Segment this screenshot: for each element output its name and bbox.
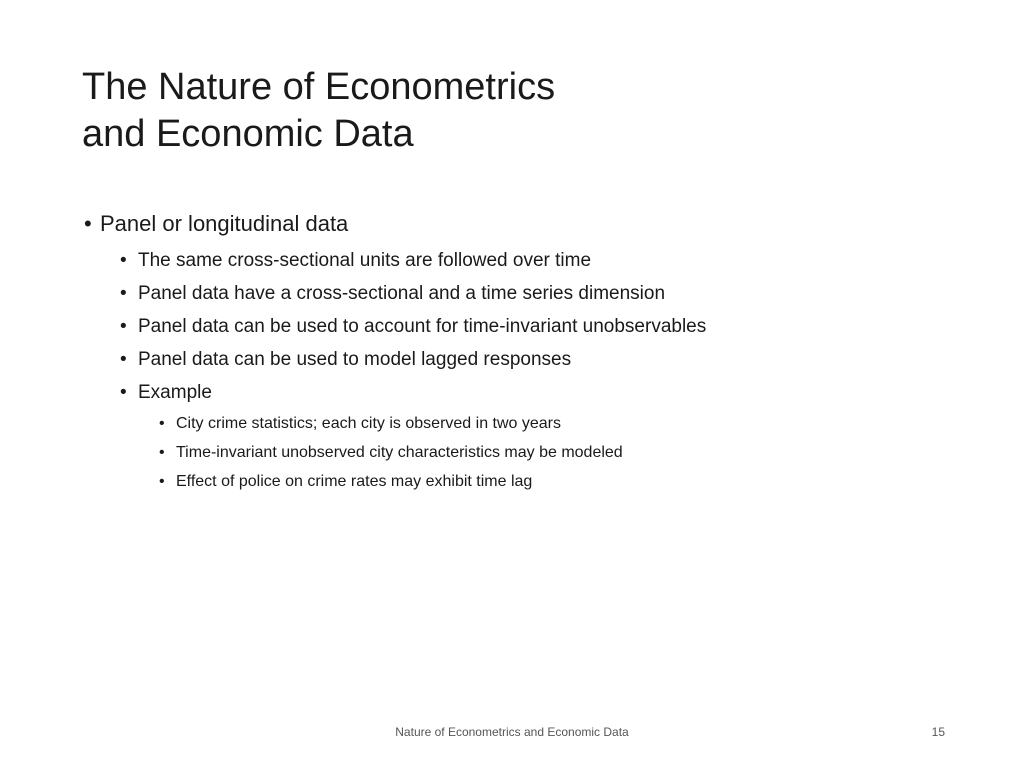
bullet-icon: • xyxy=(159,415,165,432)
page-number: 15 xyxy=(931,725,945,739)
bullet-level2 xyxy=(120,310,962,343)
bullet-icon: • xyxy=(120,250,127,271)
bullet-icon: • xyxy=(159,444,165,461)
bullet-level3 xyxy=(159,438,962,467)
bullet-icon: • xyxy=(120,349,127,370)
bullet-level2 xyxy=(120,244,962,277)
slide-body xyxy=(82,208,962,496)
slide-title-line-1: The Nature of Econometrics xyxy=(82,66,556,108)
bullet-icon: • xyxy=(120,316,127,337)
bullet-icon: • xyxy=(159,473,165,490)
slide-footer: Nature of Econometrics and Economic Data xyxy=(395,725,629,739)
bullet-level1 xyxy=(82,208,962,244)
bullet-icon: • xyxy=(120,382,127,403)
bullet-level2 xyxy=(120,277,962,310)
bullet-icon: • xyxy=(84,211,92,236)
slide-title-line-2: and Economic Data xyxy=(82,113,414,155)
bullet-level2 xyxy=(120,343,962,376)
bullet-level2 xyxy=(120,376,962,409)
bullet-level3 xyxy=(159,467,962,496)
bullet-text: Panel data have a cross-sectional and a time series dimension xyxy=(138,283,666,304)
bullet-text: Panel data can be used to account for time-invariant unobservables xyxy=(138,316,707,337)
bullet-text: Time-invariant unobserved city characteristics may be modeled xyxy=(176,444,623,461)
bullet-text: The same cross-sectional units are followed over time xyxy=(138,250,592,271)
slide-title xyxy=(82,64,942,158)
bullet-icon: • xyxy=(120,283,127,304)
bullet-text: Example xyxy=(138,382,212,403)
bullet-text: Panel or longitudinal data xyxy=(100,211,349,236)
bullet-level3 xyxy=(159,409,962,438)
bullet-text: Effect of police on crime rates may exhibit time lag xyxy=(176,473,533,490)
bullet-text: Panel data can be used to model lagged responses xyxy=(138,349,572,370)
bullet-text: City crime statistics; each city is observed in two years xyxy=(176,415,562,432)
